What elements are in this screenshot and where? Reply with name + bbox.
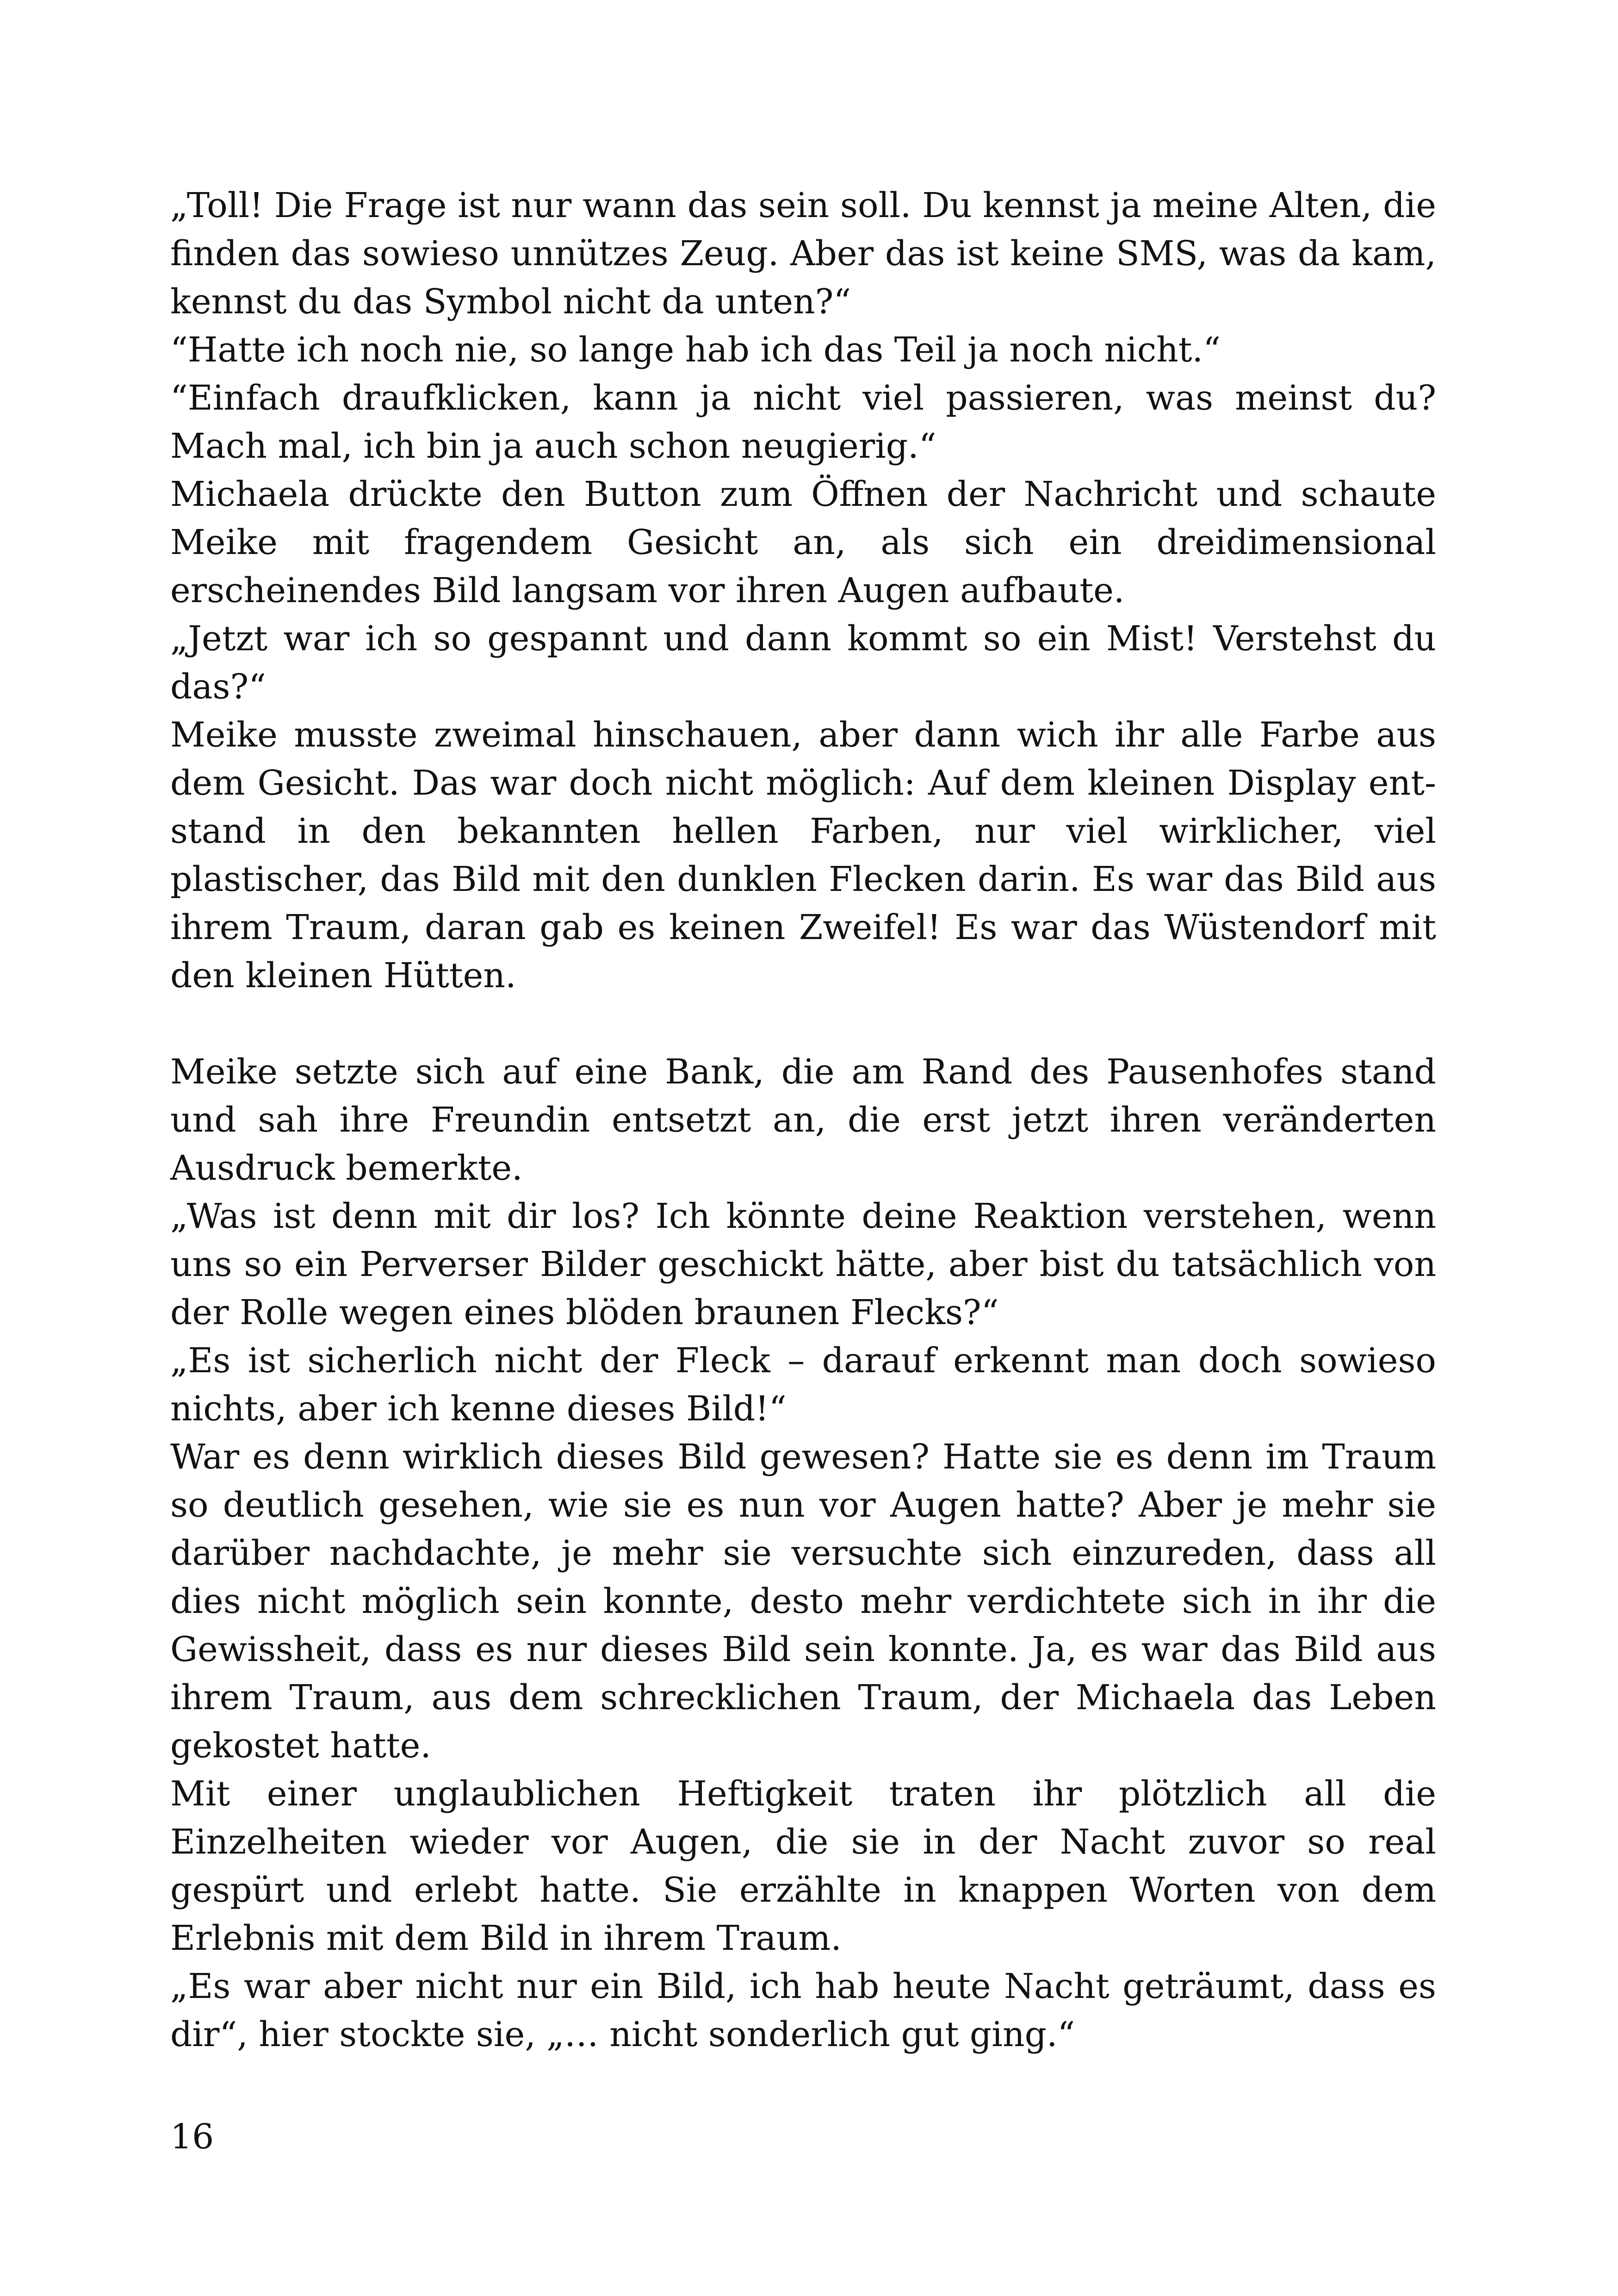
body-text xyxy=(170,181,1436,2059)
paragraph-5: „Jetzt war ich so gespannt und dann kommt so ein Mist! Verstehst du das?“ xyxy=(170,619,1436,707)
paragraph-2: “Hatte ich noch nie, so lange hab ich das Teil ja noch nicht.“ xyxy=(170,330,1221,370)
paragraph-1: „Toll! Die Frage ist nur wann das sein soll. Du kennst ja meine Alten, die finden das sowieso unnützes Zeug. Aber das ist keine SMS, was da kam, kennst du das Symbol nicht da unten?“ xyxy=(170,186,1436,322)
paragraph-10: War es denn wirklich dieses Bild gewesen? Hatte sie es denn im Traum so deutlich gesehen, wie sie es nun vor Augen hatte? Aber je mehr sie darüber nachdachte, je mehr sie versuchte sich einzureden, dass all dies nicht möglich sein konnte, desto mehr verdichtete sich in ihr die Gewissheit, dass es nur dieses Bild sein konnte. Ja, es war das Bild aus ihrem Traum, aus dem schrecklichen Traum, der Michaela das Leben gekostet hatte. xyxy=(170,1437,1436,1766)
paragraph-12: „Es war aber nicht nur ein Bild, ich hab heute Nacht geträumt, dass es dir“, hier stockte sie, „… nicht sonderlich gut ging.“ xyxy=(170,1966,1436,2054)
paragraph-7: Meike setzte sich auf eine Bank, die am Rand des Pausenhofes stand und sah ihre Freundin entsetzt an, die erst jetzt ihren veränderten Ausdruck bemerkte. xyxy=(170,1052,1436,1188)
paragraph-9: „Es ist sicherlich nicht der Fleck – darauf erkennt man doch sowieso nichts, aber ich kenne dieses Bild!“ xyxy=(170,1341,1436,1429)
paragraph-4: Michaela drückte den Button zum Öffnen der Nachricht und schaute Meike mit fragendem Gesicht an, als sich ein dreidimensional erscheinendes Bild langsam vor ihren Augen aufbaute. xyxy=(170,474,1436,610)
paragraph-gap xyxy=(170,1000,1436,1048)
paragraph-11: Mit einer unglaublichen Heftigkeit traten ihr plötzlich all die Einzelheiten wieder vor Augen, die sie in der Nacht zuvor so real gespürt und erlebt hatte. Sie erzählte in knappen Worten von dem Erlebnis mit dem Bild in ihrem Traum. xyxy=(170,1774,1436,1958)
paragraph-6: Meike musste zweimal hinschauen, aber dann wich ihr alle Farbe aus dem Gesicht. Das war doch nicht möglich: Auf dem kleinen Display entstand in den bekannten hellen Farben, nur viel wirklicher, viel plastischer, das Bild mit den dunklen Flecken darin. Es war das Bild aus ihrem Traum, daran gab es keinen Zweifel! Es war das Wüstendorf mit den kleinen Hütten. xyxy=(170,715,1436,996)
page-number: 16 xyxy=(170,2117,214,2157)
paragraph-3: “Einfach draufklicken, kann ja nicht viel passieren, was meinst du? Mach mal, ich bin ja auch schon neugierig.“ xyxy=(170,378,1436,466)
paragraph-8: „Was ist denn mit dir los? Ich könnte deine Reaktion verstehen, wenn uns so ein Perverser Bilder geschickt hätte, aber bist du tatsächlich von der Rolle wegen eines blöden braunen Flecks?“ xyxy=(170,1196,1436,1332)
